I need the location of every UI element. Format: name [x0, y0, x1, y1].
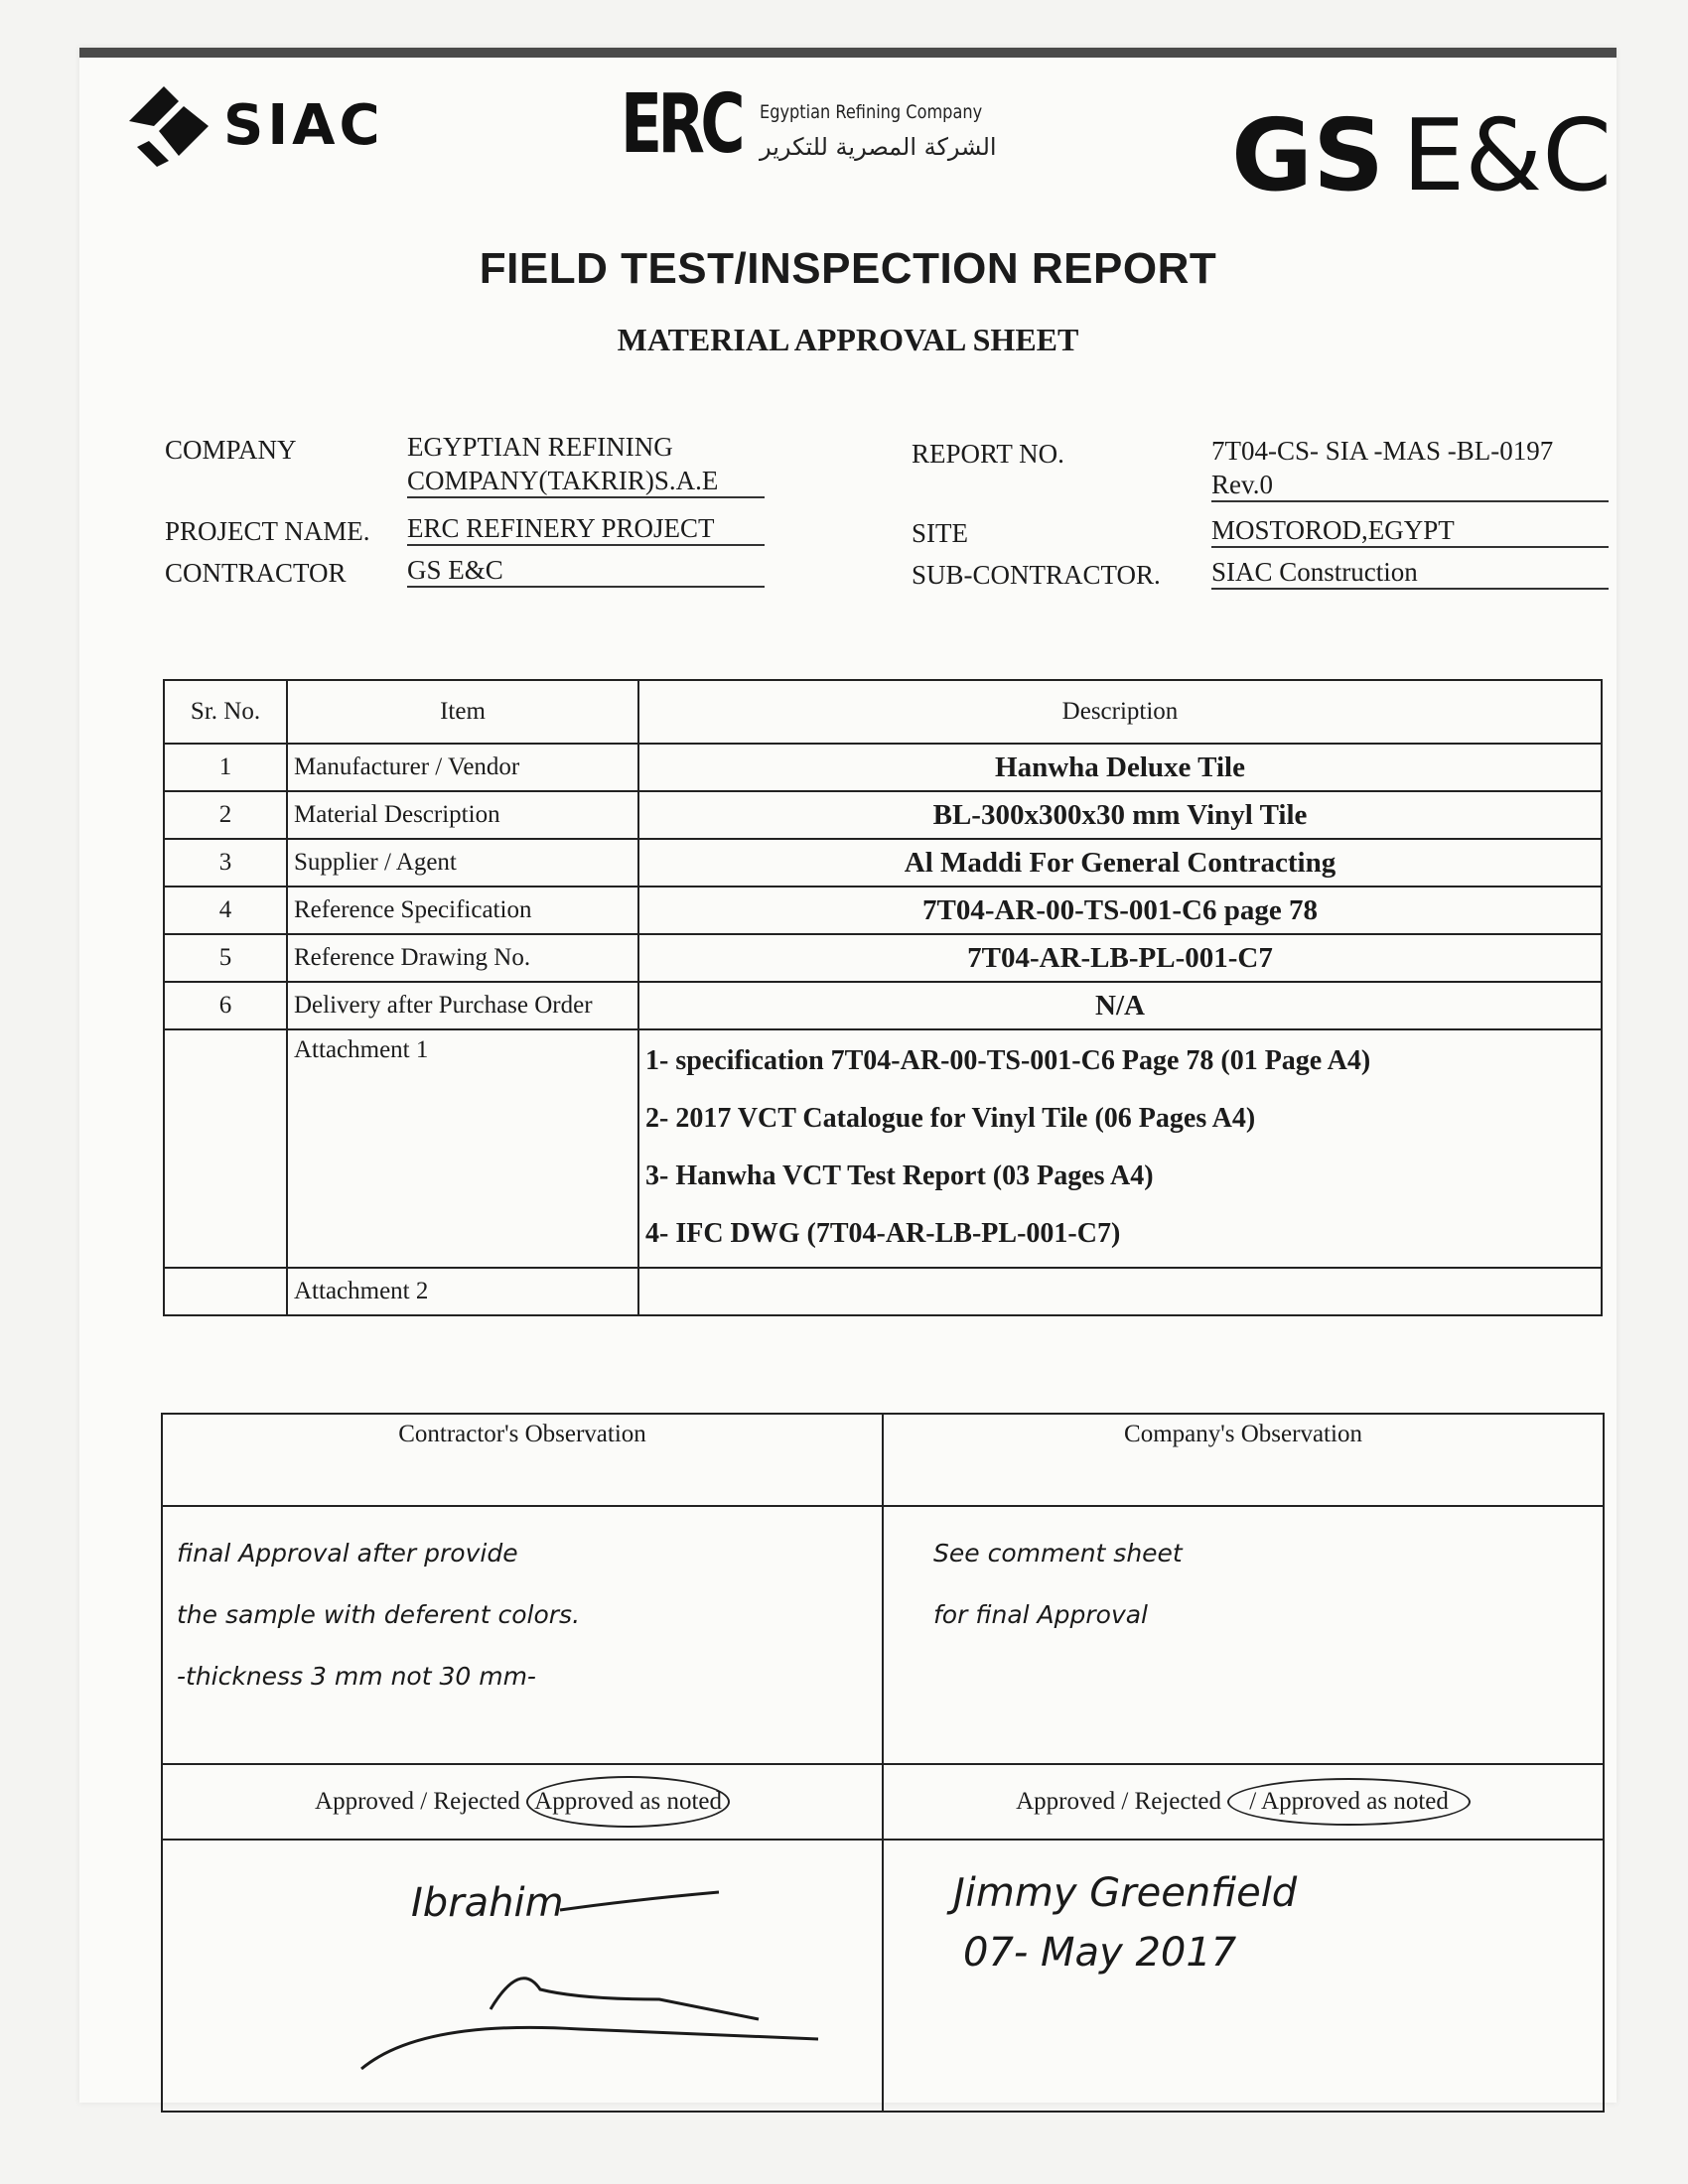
gs-ec-logo	[1231, 97, 1612, 213]
contractor-signature-cell	[162, 1840, 883, 2112]
row-description: 7T04-AR-LB-PL-001-C7	[638, 934, 1602, 982]
row-sr: 4	[164, 887, 287, 934]
report-subtitle: MATERIAL APPROVAL SHEET	[617, 322, 1079, 357]
row-sr: 3	[164, 839, 287, 887]
row-description: Al Maddi For General Contracting	[638, 839, 1602, 887]
items-table	[163, 679, 1603, 1316]
row-item: Manufacturer / Vendor	[287, 744, 638, 791]
table-row	[164, 887, 1602, 934]
attachment1-list	[645, 1036, 1595, 1267]
contractor-note-line: final Approval after provide	[177, 1539, 518, 1568]
siac-logo-icon	[119, 71, 218, 171]
subcontractor-label: SUB-CONTRACTOR.	[912, 560, 1161, 590]
site-value: MOSTOROD,EGYPT	[1211, 514, 1609, 548]
observation-table	[161, 1413, 1605, 2113]
row-item: Material Description	[287, 791, 638, 839]
contractor-value: GS E&C	[407, 554, 765, 588]
company-value-line1: EGYPTIAN REFINING	[407, 432, 673, 462]
siac-logo-text: SIAC	[223, 93, 384, 158]
attachment2-value	[638, 1268, 1602, 1315]
company-note-line: for final Approval	[933, 1600, 1149, 1629]
contractor-status-options: Approved / Rejected	[315, 1788, 520, 1815]
items-table-header-row	[164, 680, 1602, 744]
contractor-signature-strokes	[163, 1841, 858, 2099]
attachment2-label: Attachment 2	[287, 1268, 638, 1315]
table-row	[164, 839, 1602, 887]
row-sr: 6	[164, 982, 287, 1029]
erc-logo-arabic: الشركة المصرية للتكرير	[760, 133, 997, 161]
attachment-item: 2- 2017 VCT Catalogue for Vinyl Tile (06 Pages A4)	[645, 1103, 1256, 1134]
row-sr: 1	[164, 744, 287, 791]
project-name-label: PROJECT NAME.	[165, 516, 370, 546]
company-approval-status	[883, 1764, 1604, 1840]
company-signature-cell	[883, 1840, 1604, 2112]
row-description: N/A	[638, 982, 1602, 1029]
row-item: Supplier / Agent	[287, 839, 638, 887]
report-no-value-line2: Rev.0	[1211, 469, 1609, 502]
contractor-observation-header: Contractor's Observation	[162, 1414, 883, 1506]
erc-logo-english: Egyptian Refining Company	[760, 101, 983, 123]
report-title: FIELD TEST/INSPECTION REPORT	[479, 244, 1217, 293]
contractor-note-line: the sample with deferent colors.	[177, 1600, 581, 1629]
gs-logo-rest: E&C	[1402, 97, 1613, 213]
gs-logo-bold: GS	[1231, 97, 1385, 213]
company-observation-note	[883, 1506, 1604, 1764]
project-name-value: ERC REFINERY PROJECT	[407, 512, 765, 546]
row-description: 7T04-AR-00-TS-001-C6 page 78	[638, 887, 1602, 934]
header-sr-no: Sr. No.	[164, 680, 287, 744]
table-row	[164, 982, 1602, 1029]
table-row	[164, 744, 1602, 791]
company-signature-name: Jimmy Greenfield	[953, 1870, 1298, 1916]
row-sr: 2	[164, 791, 287, 839]
company-observation-header: Company's Observation	[883, 1414, 1604, 1506]
erc-logo-mark: ERC	[621, 77, 742, 172]
attachment-item: 1- specification 7T04-AR-00-TS-001-C6 Page 78 (01 Page A4)	[645, 1045, 1371, 1076]
row-item: Reference Specification	[287, 887, 638, 934]
contractor-approval-status	[162, 1764, 883, 1840]
company-status-options: Approved / Rejected	[1016, 1788, 1221, 1815]
contractor-observation-note	[162, 1506, 883, 1764]
company-label: COMPANY	[165, 435, 297, 465]
siac-logo	[119, 71, 447, 171]
table-row	[164, 934, 1602, 982]
contractor-status-circled: Approved as noted	[526, 1776, 730, 1828]
report-no-value-line1: 7T04-CS- SIA -MAS -BL-0197	[1211, 436, 1554, 466]
attachment1-row	[164, 1029, 1602, 1268]
site-label: SITE	[912, 518, 968, 548]
attachment-item: 3- Hanwha VCT Test Report (03 Pages A4)	[645, 1160, 1154, 1191]
table-row	[164, 791, 1602, 839]
attachment1-sr	[164, 1029, 287, 1268]
report-page	[79, 48, 1617, 2103]
attachment1-label: Attachment 1	[287, 1029, 638, 1268]
report-no-label: REPORT NO.	[912, 439, 1064, 469]
erc-logo	[621, 71, 1038, 181]
row-sr: 5	[164, 934, 287, 982]
contractor-note-line: -thickness 3 mm not 30 mm-	[177, 1662, 536, 1691]
attachment-item: 4- IFC DWG (7T04-AR-LB-PL-001-C7)	[645, 1218, 1121, 1249]
row-description: Hanwha Deluxe Tile	[638, 744, 1602, 791]
header-description: Description	[638, 680, 1602, 744]
row-item: Delivery after Purchase Order	[287, 982, 638, 1029]
attachment2-sr	[164, 1268, 287, 1315]
subcontractor-value: SIAC Construction	[1211, 556, 1609, 590]
row-item: Reference Drawing No.	[287, 934, 638, 982]
header-item: Item	[287, 680, 638, 744]
attachment1-list-cell	[638, 1029, 1602, 1268]
company-value-line2: COMPANY(TAKRIR)S.A.E	[407, 465, 765, 498]
row-description: BL-300x300x30 mm Vinyl Tile	[638, 791, 1602, 839]
contractor-label: CONTRACTOR	[165, 558, 347, 588]
attachment2-row	[164, 1268, 1602, 1315]
company-note-line: See comment sheet	[933, 1539, 1183, 1568]
company-signature-date: 07- May 2017	[963, 1930, 1237, 1976]
company-status-circled: / Approved as noted	[1227, 1778, 1471, 1826]
contractor-signature: Ibrahim	[411, 1880, 564, 1926]
